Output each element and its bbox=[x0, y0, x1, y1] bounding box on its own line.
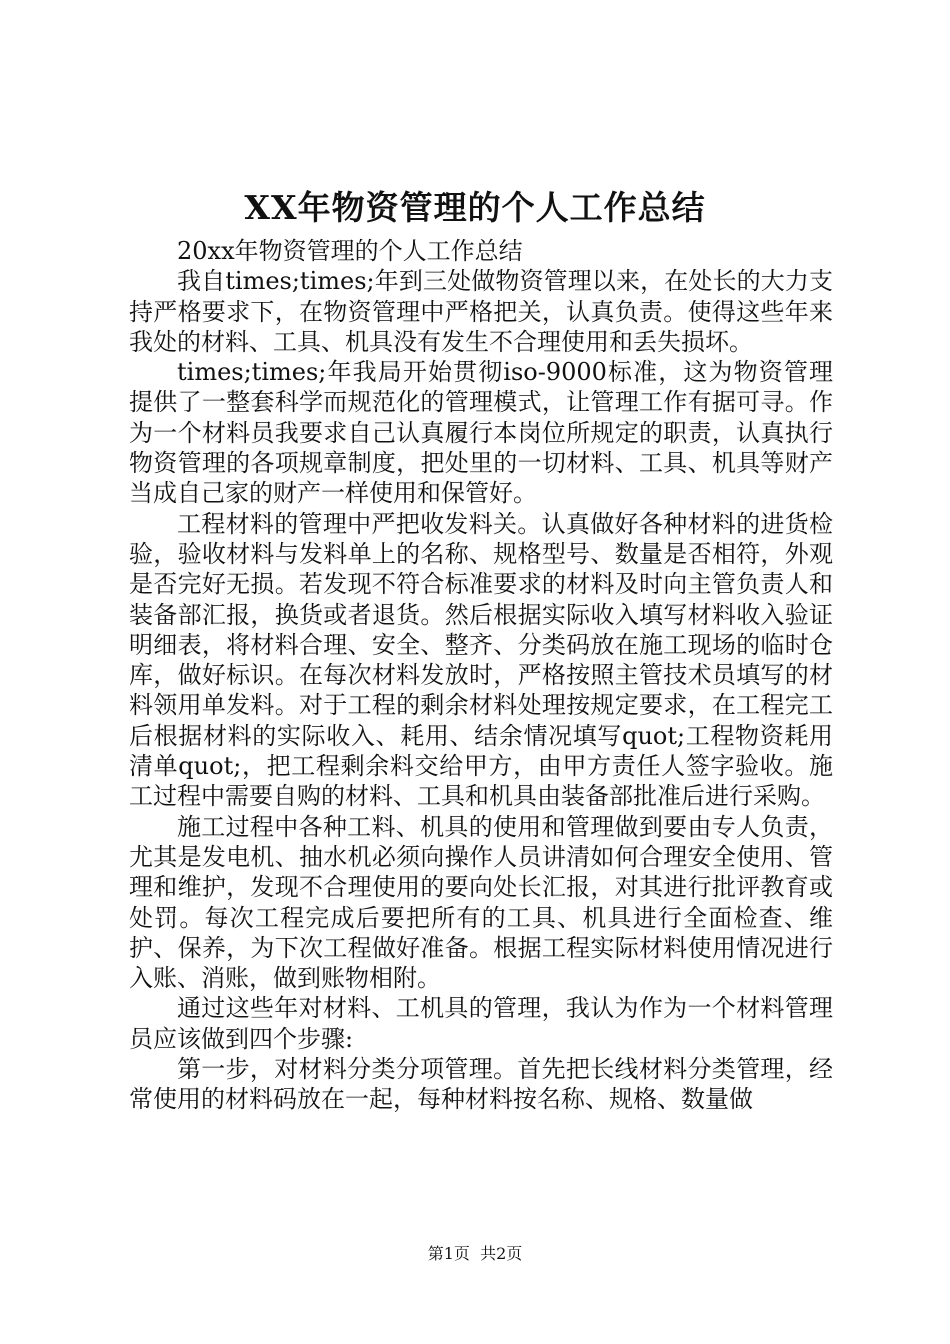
paragraph: 通过这些年对材料、工机具的管理，我认为作为一个材料管理员应该做到四个步骤: bbox=[129, 994, 833, 1053]
page-footer bbox=[0, 1244, 950, 1264]
paragraph: times;times;年我局开始贯彻iso-9000标准，这为物资管理提供了一整套科学而规范化的管理模式，让管理工作有据可寻。作为一个材料员我要求自己认真履行本岗位所规定的职责，认真执行物资管理的各项规章制度，把处里的一切材料、工具、机具等财产当成自己家的财产一样使用和保管好。 bbox=[129, 358, 833, 508]
paragraph-subtitle: 20xx年物资管理的个人工作总结 bbox=[177, 237, 523, 265]
page-total: 共2页 bbox=[480, 1244, 523, 1263]
document-body bbox=[129, 236, 833, 1115]
document-title: XX年物资管理的个人工作总结 bbox=[244, 188, 706, 227]
page-number: 第1页 bbox=[427, 1244, 470, 1263]
paragraph: 第一步，对材料分类分项管理。首先把长线材料分类管理，经常使用的材料码放在一起，每种材料按名称、规格、数量做 bbox=[129, 1055, 833, 1114]
paragraph: 施工过程中各种工料、机具的使用和管理做到要由专人负责，尤其是发电机、抽水机必须向操作人员讲清如何合理安全使用、管理和维护，发现不合理使用的要向处长汇报，对其进行批评教育或处罚。每次工程完成后要把所有的工具、机具进行全面检查、维护、保养，为下次工程做好准备。根据工程实际材料使用情况进行入账、消账，做到账物相附。 bbox=[129, 812, 833, 993]
paragraph: 工程材料的管理中严把收发料关。认真做好各种材料的进货检验，验收材料与发料单上的名称、规格型号、数量是否相符，外观是否完好无损。若发现不符合标准要求的材料及时向主管负责人和装备部汇报，换货或者退货。然后根据实际收入填写材料收入验证明细表，将材料合理、安全、整齐、分类码放在施工现场的临时仓库，做好标识。在每次材料发放时，严格按照主管技术员填写的材料领用单发料。对于工程的剩余材料处理按规定要求，在工程完工后根据材料的实际收入、耗用、结余情况填写quot;工程物资耗用清单quot;，把工程剩余料交给甲方，由甲方责任人签字验收。施工过程中需要自购的材料、工具和机具由装备部批准后进行采购。 bbox=[129, 509, 833, 811]
paragraph: 我自times;times;年到三处做物资管理以来，在处长的大力支持严格要求下，在物资管理中严格把关，认真负责。使得这些年来我处的材料、工具、机具没有发生不合理使用和丢失损坏。 bbox=[129, 267, 833, 356]
